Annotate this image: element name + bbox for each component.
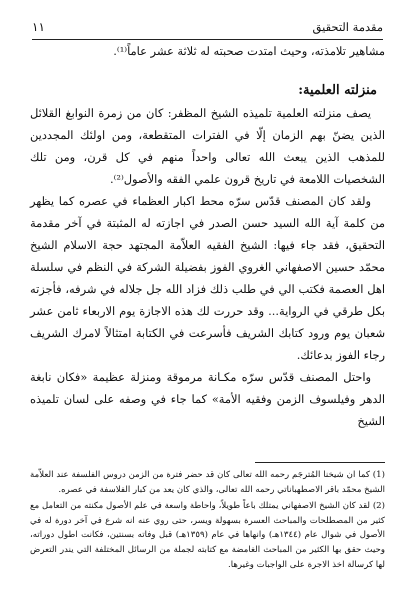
footnote-1: (1) كما ان شيخنا المُترجَم رحمه الله تعالى كان قد حضر فترة من الزمن دروس الفلسفة عند العلاّمة الشيخ محمّد باقر الاصطهباناتي رحمه الله تعالى، والذي كان يعد من كبار الفلاسفة في عصره. <box>30 470 385 495</box>
page-number: ١١ <box>32 20 45 34</box>
footnotes <box>30 468 385 572</box>
paragraph-3: واحتل المصنف قدّس سرّه مكـانة مرموقة ومنزلة عظيمة «فكان نابغة الدهر وفيلسوف الزمن وفقيه الأمة» كما جاء في وصفه على لسان تلميذه الشيخ <box>30 370 385 428</box>
main-text <box>30 40 385 432</box>
header-title: مقدمة التحقيق <box>312 20 383 34</box>
running-header <box>32 18 383 40</box>
footnote-separator <box>255 462 385 463</box>
continuation-paragraph: مشاهير تلامذته، وحيث امتدت صحبته له ثلاثة عشر عاماً⁽¹⁾. <box>113 44 385 58</box>
paragraph-2: ولقد كان المصنف قدّس سرّه محط اكبار العظماء في عصره كما يظهر من كلمة آية الله السيد حسن الصدر في اجازته له المثبتة في آخر مقدمة التحقيق، فقد جاء فيها: الشيخ الفقيه العلاّمة المجتهد حجة الاسلام الشيخ محمّد حسين الاصفهاني الغروي الفوز بفضيلة الشركة في النظم في سلسلة اهل العصمة فكتب الي في طلب ذلك فزاد الله جل جلاله في شرفه، فأجزته بكل طرقي في الرواية... وقد حررت لك هذه الاجازة يوم الاربعاء ثامن عشر شعبان يوم ورود كتابك الشريف فأسرعت في الكتابة امتثالاً لامرك الشريف رجاء الفوز بدعائك. <box>30 194 385 362</box>
footnote-2: (2) لقد كان الشيخ الاصفهاني يمتلك باعاً طويلاً، واحاطة واسعة في علم الأصول مكنته من التعامل مع كثير من المصطلحات والمباحث العسرة بسهولة ويسر، حتى روي عنه انه شرع في آخر دورة له في الأصول في شوال عام (١٣٤٤هـ) وانهاها في عام (١٣٥٩هـ) قبل وفاته بسنتين، فكانت اطول دوراته، وحيث حقق بها الكثير من المباحث الغامضة مع كتابته لجملة من الرسائل المختلفة التي يندر التعرض لها كرسالة اخذ الاجرة على الواجبات وغيرها. <box>30 501 385 570</box>
paragraph-1: يصف منزلته العلمية تلميذه الشيخ المظفر: كان من زمرة النوابغ القلائل الذين يضنّ بهم الزمان إلّا في الفترات المتقطعة، ومن اولئك المجددين للمذهب الذين يبعث الله تعالى واحداً منهم في كل قرن، ومن تلك الشخصيات اللامعة في تاريخ قرون علمي الفقه والأصول⁽²⁾. <box>30 106 385 186</box>
section-heading: منزلته العلمية: <box>298 83 377 98</box>
